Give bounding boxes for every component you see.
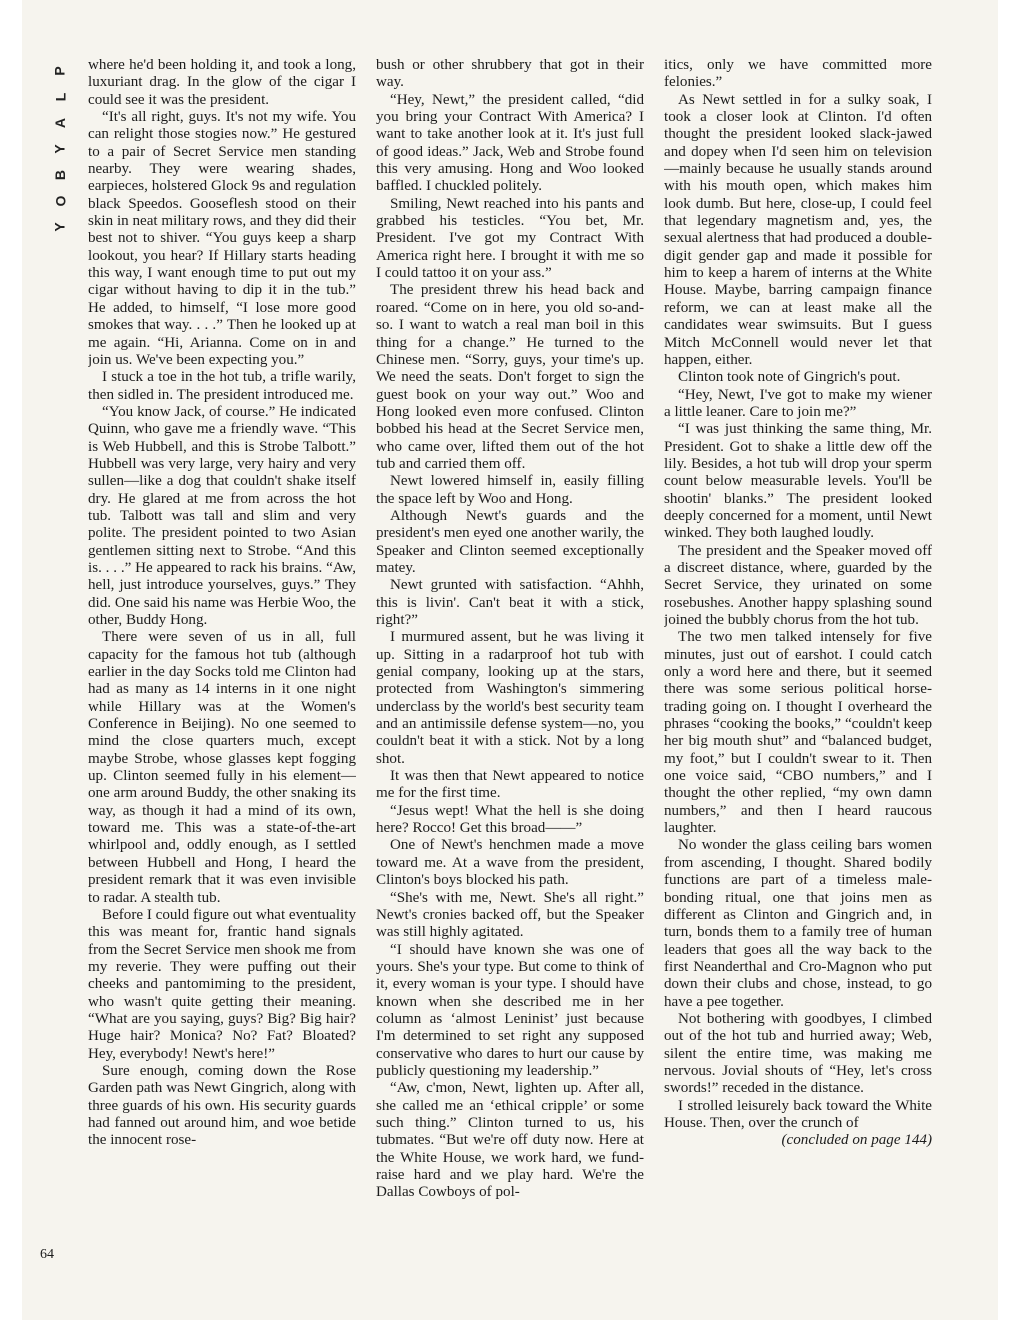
body-paragraph: There were seven of us in all, full capacity for the famous hot tub (although earlier in the day Socks told me Clinton had had as many as 14 interns in it one night while Hillary was at the Women's Conference in Beijing). No one seemed to mind the close quarters much, except maybe Strobe, whose glasses kept fogging up. Clinton seemed fully in his element—one arm around Buddy, the other snaking its way, as though it had a mind of its own, toward me. This was a state-of-the-art whirlpool and, oddly enough, as I settled between Hubbell and Hong, I heard the president remark that it was even invisible to radar. A stealth tub.: [88, 629, 356, 906]
body-paragraph: Before I could figure out what eventuality this was meant for, frantic hand signals from the Secret Service men shook me from my reverie. They were puffing out their cheeks and pantomiming to the president, who wasn't quite getting their meaning. “What are you saying, guys? Big? Big hair? Huge hair? Monica? No? Fat? Bloated? Hey, everybody! Newt's here!”: [88, 906, 356, 1062]
continued-note: (concluded on page 144): [781, 1132, 932, 1149]
body-paragraph: Smiling, Newt reached into his pants and grabbed his testicles. “You bet, Mr. President. I've got my Contract With America right here. I brought it with me so I could tattoo it on your ass.”: [376, 195, 644, 282]
running-head-letter: Y: [52, 222, 68, 232]
body-paragraph: Clinton took note of Gingrich's pout.: [678, 369, 901, 386]
body-paragraph: Newt grunted with satisfaction. “Ahhh, this is livin'. Can't beat it with a stick, right?”: [376, 577, 644, 628]
body-paragraph: No wonder the glass ceiling bars women from ascending, I thought. Shared bodily functions are part of a timeless male-bonding ritual, one that joins men as different as Clinton and Gingrich and, in turn, bonds them to a family tree of human leaders that goes all the way back to the first Neanderthal and Cro-Magnon who put down their clubs and chose, instead, to go have a pee together.: [664, 837, 932, 1010]
body-paragraph: “You know Jack, of course.” He indicated Quinn, who gave me a friendly wave. “This is Web Hubbell, and this is Strobe Talbott.” Hubbell was very large, very hairy and very sullen—like a dog that couldn't shake itself dry. He glared at me from across the hot tub. Talbott was tall and slim and very polite. The president pointed to two Asian gentlemen sitting next to Strobe. “And this is. . . .” He appeared to rack his brains. “Aw, hell, just introduce yourselves, guys.” They did. One said his name was Herbie Woo, the other, Buddy Hong.: [88, 403, 356, 628]
body-paragraph: itics, only we have committed more felonies.”: [664, 57, 932, 91]
body-paragraph: It was then that Newt appeared to notice me for the first time.: [376, 768, 644, 802]
running-head-letter: P: [52, 66, 68, 76]
text-column-2: [376, 57, 644, 1277]
body-paragraph: “I was just thinking the same thing, Mr. President. Got to shake a little dew off the lily. Besides, a hot tub will drop your sperm count below measurable levels. You'll be shootin' blanks.” The president looked deeply concerned for a moment, until Newt winked. They both laughed loudly.: [664, 421, 932, 542]
page-number: 64: [40, 1247, 54, 1262]
body-paragraph: “Jesus wept! What the hell is she doing here? Rocco! Get this broad——”: [376, 802, 644, 837]
running-head-letter: B: [52, 169, 68, 181]
body-paragraph: bush or other shrubbery that got in their way.: [376, 57, 644, 91]
body-paragraph: “Hey, Newt, I've got to make my wiener a little leaner. Care to join me?”: [664, 386, 932, 420]
running-head: [46, 58, 74, 240]
body-paragraph: “Aw, c'mon, Newt, lighten up. After all, she called me an ‘ethical cripple’ or some such thing.” Clinton turned to us, his tubmates. “But we're off duty now. Here at the White House, we work hard, we fund-raise hard and we play hard. We're the Dallas Cowboys of pol-: [376, 1080, 644, 1201]
running-head-letter: A: [52, 117, 68, 129]
body-paragraph: As Newt settled in for a sulky soak, I took a closer look at Clinton. I'd often thought the president looked slack-jawed and dopey when I'd seen him on television—mainly because he usually stands around with his mouth open, which makes him look dumb. But here, close-up, I could feel that legendary magnetism and, yes, the sexual alertness that had produced a double-digit gender gap and made it possible for him to keep a harem of interns at the White House. Maybe, barring campaign finance reform, we can at least make all the candidates wear swimsuits. But I guess Mitch McConnell would never let that happen, either.: [664, 91, 932, 368]
body-paragraph: I strolled leisurely back toward the White House. Then, over the crunch of: [664, 1097, 932, 1131]
body-paragraph: The president threw his head back and roared. “Come on in here, you old so-and-so. I want to watch a real man boil in this thing for a change.” He turned to the Chinese men. “Sorry, guys, your time's up. We need the seats. Don't forget to sign the guest book on your way out.” Woo and Hong looked even more confused. Clinton bobbed his head at the Secret Service men, who came over, lifted them out of the hot tub and carried them off.: [376, 282, 644, 472]
running-head-letter: L: [52, 92, 68, 102]
text-column-1: [88, 57, 356, 1277]
body-paragraph: “It's all right, guys. It's not my wife. You can relight those stogies now.” He gestured to a pair of Secret Service men standing nearby. They were wearing shades, earpieces, holstered Glock 9s and regulation black Speedos. Gooseflesh stood on their skin in neat military rows, and they did their best not to shiver. “You guys keep a sharp lookout, you hear? If Hillary starts heading this way, I want enough time to put out my cigar without having to dip it in the tub.” He added, to himself, “I lose more good smokes that way. . . .” Then he looked up at me again. “Hi, Arianna. Come on in and join us. We've been expecting you.”: [88, 109, 356, 368]
body-paragraph: I stuck a toe in the hot tub, a trifle warily, then sidled in. The president introduced me.: [88, 369, 356, 403]
body-paragraph: The president and the Speaker moved off a discreet distance, where, guarded by the Secret Service, they urinated on some rosebushes. Another happy splashing sound joined the bubbly chorus from the hot tub.: [664, 542, 932, 628]
text-column-3: [664, 57, 932, 1277]
running-head-letter: Y: [52, 144, 68, 154]
body-paragraph: Not bothering with goodbyes, I climbed out of the hot tub and hurried away; Web, silent the entire time, was making me nervous. Jovial shouts of “Hey, let's cross swords!” receded in the distance.: [664, 1010, 932, 1097]
body-paragraph: “Hey, Newt,” the president called, “did you bring your Contract With America? I want to take another look at it. It's just full of good ideas.” Jack, Web and Strobe found this very amusing. Hong and Woo looked baffled. I chuckled politely.: [376, 91, 644, 195]
body-paragraph: Newt lowered himself in, easily filling the space left by Woo and Hong.: [376, 473, 644, 507]
body-paragraph: Sure enough, coming down the Rose Garden path was Newt Gingrich, along with three guards of his own. His security guards had fanned out around him, and woe betide the innocent rose-: [88, 1062, 356, 1149]
body-paragraph: I murmured assent, but he was living it up. Sitting in a radarproof hot tub with genial company, looking up at the stars, protected from Washington's simmering underclass by the world's best security team and an antimissile defense system—no, you couldn't beat it with a stick. Not by a long shot.: [376, 629, 644, 767]
body-paragraph: “I should have known she was one of yours. She's your type. But come to think of it, every woman is your type. I should have known when she described me in her column as ‘almost Leninist’ just because I'm determined to set right any supposed conservative who dares to hurt our cause by publicly questioning my leadership.”: [376, 941, 644, 1079]
magazine-page: [22, 0, 998, 1320]
body-paragraph: The two men talked intensely for five minutes, just out of earshot. I could catch only a word here and there, but it seemed there was some serious political horse-trading going on. I thought I overheard the phrases “cooking the books,” “couldn't keep her big mouth shut” and “balanced budget, my foot,” but I couldn't swear to it. Then one voice said, “CBO numbers,” and I thought the other replied, “my own damn numbers,” and then I heard raucous laughter.: [664, 629, 932, 837]
running-head-letter: O: [51, 195, 68, 207]
body-paragraph: One of Newt's henchmen made a move toward me. At a wave from the president, Clinton's boys blocked his path.: [376, 837, 644, 889]
body-paragraph: Although Newt's guards and the president's men eyed one another warily, the Speaker and Clinton seemed exceptionally matey.: [376, 507, 644, 576]
body-paragraph: where he'd been holding it, and took a long, luxuriant drag. In the glow of the cigar I could see it was the president.: [88, 57, 356, 108]
body-paragraph: “She's with me, Newt. She's all right.” Newt's cronies backed off, but the Speaker was still highly agitated.: [376, 889, 644, 941]
